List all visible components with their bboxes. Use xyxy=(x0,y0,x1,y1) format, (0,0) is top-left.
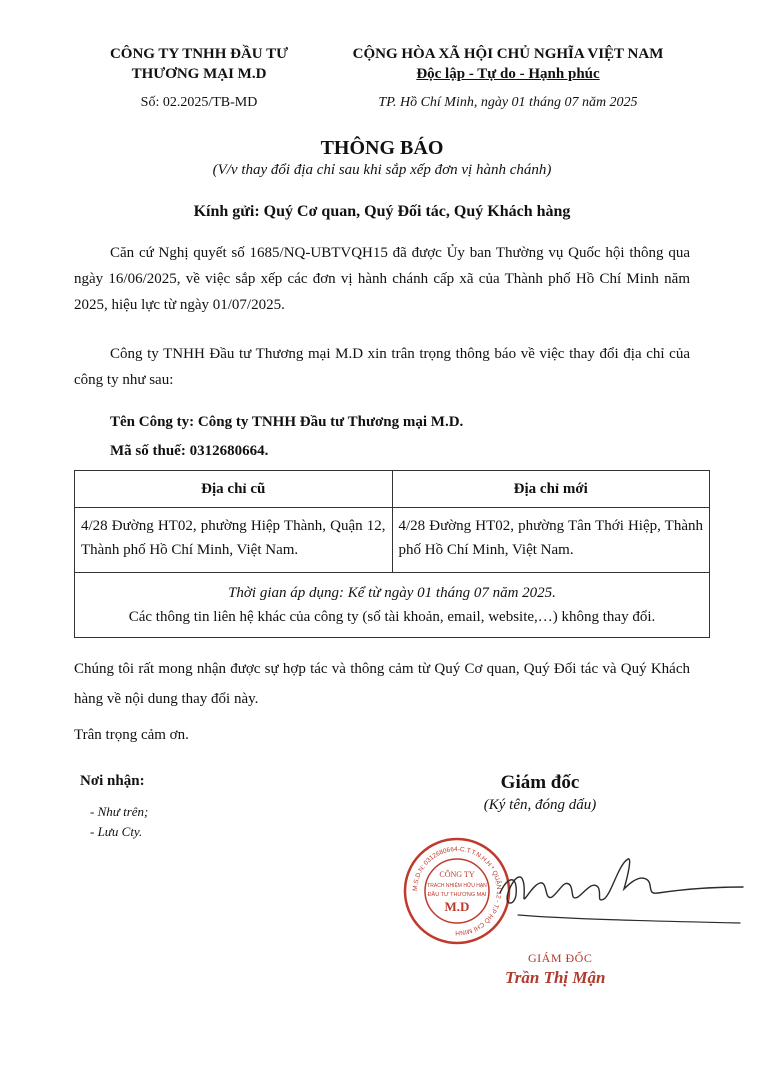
company-name-line2: THƯƠNG MẠI M.D xyxy=(131,66,267,82)
table-header-row xyxy=(75,471,710,508)
header-old-address: Địa chỉ cũ xyxy=(75,471,393,508)
tax-code-line: Mã số thuế: 0312680664. xyxy=(110,443,269,459)
address-table xyxy=(74,470,710,638)
nation-name: CỘNG HÒA XÃ HỘI CHỦ NGHĨA VIỆT NAM xyxy=(352,46,664,62)
stamp-line-3: ĐẦU TƯ THƯƠNG MẠI xyxy=(427,892,487,898)
table-row xyxy=(75,508,710,573)
director-signature xyxy=(478,845,748,940)
header-new-address: Địa chỉ mới xyxy=(392,471,710,508)
unchanged-info-note: Các thông tin liên hệ khác của công ty (số tài khoản, email, website,…) không thay đổi. xyxy=(128,609,656,625)
receivers-title: Nơi nhận: xyxy=(80,773,145,789)
stamp-line-4: M.D xyxy=(444,899,470,914)
old-address-cell: 4/28 Đường HT02, phường Hiệp Thành, Quận 12, Thành phố Hồ Chí Minh, Việt Nam. xyxy=(75,508,393,573)
signature-title: GIÁM ĐỐC xyxy=(528,951,593,965)
body-paragraph-3: Chúng tôi rất mong nhận được sự hợp tác và thông cảm từ Quý Cơ quan, Quý Đối tác và Quý Khách hàng về nội dung thay đổi này. xyxy=(74,661,690,707)
receiver-item: - Lưu Cty. xyxy=(90,824,143,839)
signature-underline xyxy=(518,915,740,923)
document-subtitle: (V/v thay đổi địa chỉ sau khi sắp xếp đơn vị hành chánh) xyxy=(212,162,552,178)
company-name-line1: CÔNG TY TNHH ĐẦU TƯ xyxy=(109,46,289,62)
sign-note: (Ký tên, đóng dấu) xyxy=(483,797,597,813)
effective-date: Thời gian áp dụng: Kể từ ngày 01 tháng 07 năm 2025. xyxy=(228,585,556,601)
body-paragraph-1: Căn cứ Nghị quyết số 1685/NQ-UBTVQH15 đã được Ủy ban Thường vụ Quốc hội thông qua ngày 16/06/2025, về việc sắp xếp các đơn vị hành chánh cấp xã của Thành phố Hồ Chí Minh năm 2025, hiệu lực từ ngày 01/07/2025. xyxy=(74,245,690,313)
stamp-ring-text: M.S.D.N: 0312680664-C.T.T.N.H.H * QUẬN 12 - T.P HỒ CHÍ MINH xyxy=(411,845,503,937)
company-name-line: Tên Công ty: Công ty TNHH Đầu tư Thương mại M.D. xyxy=(110,414,464,430)
stamp-line-2: TRÁCH NHIỆM HỮU HẠN xyxy=(427,883,487,889)
signer-title: Giám đốc xyxy=(500,772,580,793)
document-title: THÔNG BÁO xyxy=(320,137,444,159)
national-motto: Độc lập - Tự do - Hạnh phúc xyxy=(416,66,600,82)
signature-name: Trần Thị Mận xyxy=(505,968,606,987)
company-header xyxy=(74,44,324,84)
stamp-line-1: CÔNG TY xyxy=(439,870,475,879)
recipients-line: Kính gửi: Quý Cơ quan, Quý Đối tác, Quý Khách hàng xyxy=(193,203,571,220)
new-address-cell: 4/28 Đường HT02, phường Tân Thới Hiệp, Thành phố Hồ Chí Minh, Việt Nam. xyxy=(392,508,710,573)
body-paragraph-2: Công ty TNHH Đầu tư Thương mại M.D xin trân trọng thông báo về việc thay đổi địa chỉ của công ty như sau: xyxy=(74,346,690,388)
receiver-item: - Như trên; xyxy=(90,804,149,819)
document-number: Số: 02.2025/TB-MD xyxy=(140,95,258,110)
table-footer-row xyxy=(75,573,710,638)
receivers-list xyxy=(90,802,148,842)
table-footer-cell xyxy=(75,573,710,638)
place-date: TP. Hồ Chí Minh, ngày 01 tháng 07 năm 2025 xyxy=(378,95,638,110)
national-header xyxy=(318,44,698,84)
thanks-line: Trân trọng cảm ơn. xyxy=(74,727,189,743)
signature-stroke xyxy=(500,859,743,903)
